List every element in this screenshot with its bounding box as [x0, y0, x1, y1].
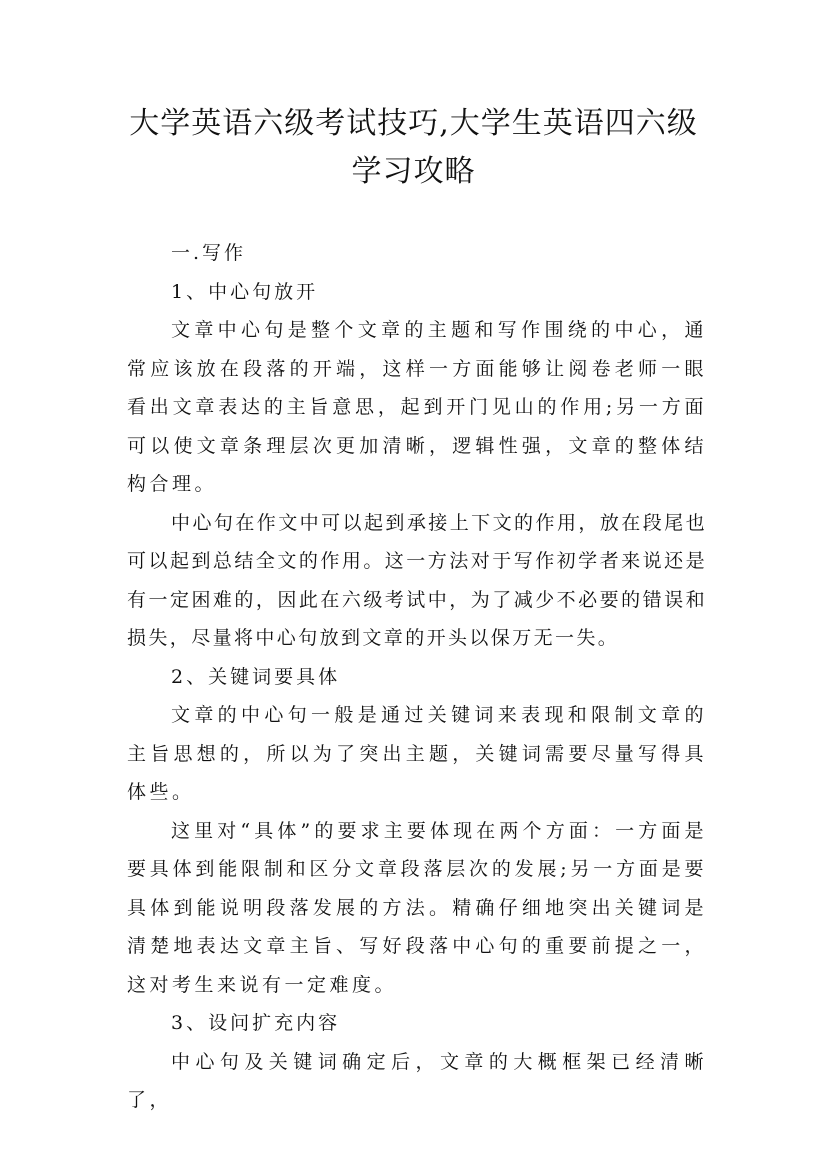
subheading-keywords: 2、关键词要具体 — [171, 665, 341, 688]
body-paragraph: 文章的中心句一般是通过关键词来表现和限制文章的主旨思想的，所以为了突出主题，关键词需要尽量写得具体些。 — [127, 704, 707, 803]
title-line-2: 学习攻略 — [351, 154, 476, 189]
title-line-1: 大学英语六级考试技巧,大学生英语四六级 — [129, 106, 698, 141]
body-paragraph: 中心句在作文中可以起到承接上下文的作用，放在段尾也可以起到总结全文的作用。这一方法对于写作初学者来说还是有一定困难的，因此在六级考试中，为了减少不必要的错误和损失，尽量将中心句放到文章的开头以保万无一失。 — [127, 511, 707, 649]
subheading-central-sentence: 1、中心句放开 — [171, 280, 319, 303]
body-paragraph: 中心句及关键词确定后，文章的大概框架已经清晰了， — [127, 1050, 707, 1111]
body-paragraph: 这里对“具体”的要求主要体现在两个方面：一方面是要具体到能限制和区分文章段落层次的发展;另一方面是要具体到能说明段落发展的方法。精确仔细地突出关键词是清楚地表达文章主旨、写好段落中心句的重要前提之一，这对考生来说有一定难度。 — [127, 819, 707, 996]
document-title — [100, 100, 727, 196]
subheading-questions: 3、设问扩充内容 — [171, 1012, 341, 1034]
section-heading-writing: 一.写作 — [171, 242, 247, 264]
body-paragraph: 文章中心句是整个文章的主题和写作围绕的中心，通常应该放在段落的开端，这样一方面能够让阅卷老师一眼看出文章表达的主旨意思，起到开门见山的作用;另一方面可以使文章条理层次更加清晰，逻辑性强，文章的整体结构合理。 — [127, 319, 707, 495]
document-body — [127, 234, 707, 1120]
